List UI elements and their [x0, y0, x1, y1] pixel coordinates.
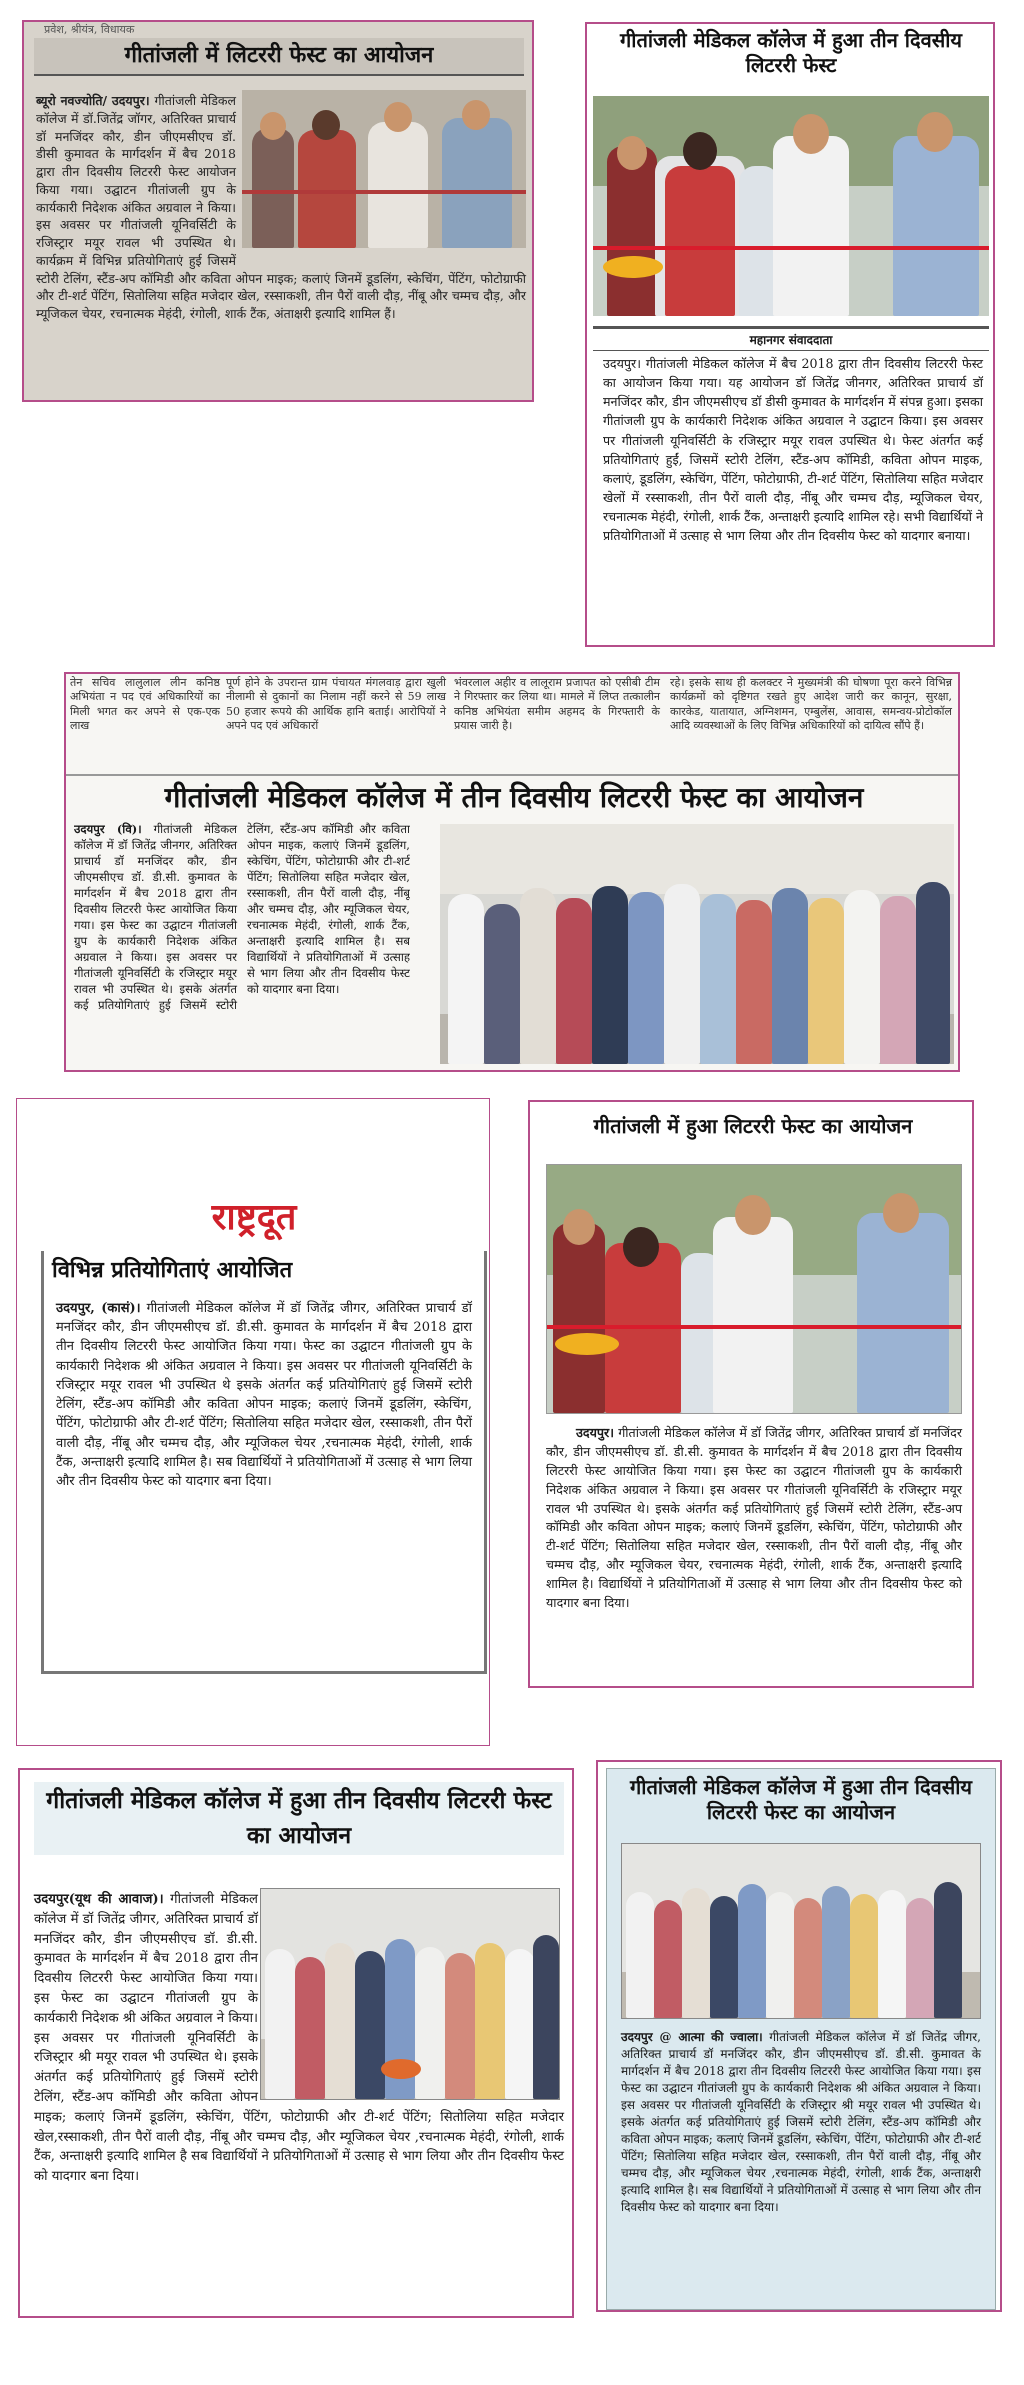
clipping-top-fragment: प्रवेश, श्रीयंत्र, विधायक: [44, 23, 135, 36]
person-figure: [857, 1213, 949, 1413]
fruit-plate: [555, 1333, 619, 1355]
person-head: [623, 1227, 659, 1267]
ribbon: [547, 1325, 962, 1329]
clipping-literary-fest: [528, 1100, 974, 1688]
clipping-mahanagar: [585, 22, 995, 647]
clipping-body-text: [621, 2029, 981, 2216]
ribbon: [593, 246, 989, 250]
person-head: [617, 136, 647, 170]
person-figure: [916, 882, 950, 1064]
person-figure: [713, 1217, 793, 1413]
person-figure: [556, 898, 592, 1064]
clipping-body-text: [74, 822, 410, 1072]
person-figure: [808, 898, 844, 1064]
person-head: [883, 1193, 919, 1233]
person-figure: [772, 888, 808, 1064]
clipping-vishwas: [64, 672, 960, 1072]
background-wall: [440, 824, 954, 894]
photo-float-spacer: [236, 92, 526, 252]
clipping-body: गीतांजली मेडिकल कॉलेज में डॉ जितेंद्र जीनगर, अतिरिक्त प्राचार्य डॉ मनजिंदर कौर, डीन जीएमसीएच डॉ. डी.सी. कुमावत के मार्गदर्शन में बैच 2018 द्वारा तीन दिवसीय लिटररी फेस्ट आयोजित किया गया। इस फेस्ट का उद्घाटन गीतांजली ग्रुप के कार्यकारी निदेशक अंकित अग्रवाल ने किया। इस अवसर पर गीतांजली यूनिवर्सिटी के रजिस्ट्रार मयूर रावल भी उपस्थित थे। इसके अंतर्गत कई प्रतियोगिताएं हुई जिसमें स्टोरी टेलिंग, स्टैंड-अप कॉमिडी और कविता ओपन माइक, कलाएं जिनमें डूडलिंग, स्केचिंग, पेंटिंग, फोटोग्राफी और टी-शर्ट पेंटिंग; सितोलिया सहित मजेदार खेल, रस्साकशी, तीन पैरों वाली दौड़, नींबू और चम्मच दौड़, और म्यूजिकल चेयर, रचनात्मक मेहंदी, रंगोली, शार्क टैंक, अन्ताक्षरी इत्यादि शामिल है। सब विद्यार्थियों ने प्रतियोगिताओं में उत्साह से भाग लिया और तीन दिवसीय फेस्ट को यादगार बना दिया।: [74, 822, 410, 1012]
clipping-body-text: [546, 1424, 962, 1613]
photo-float-spacer: [258, 1890, 564, 2102]
person-head: [917, 112, 953, 152]
person-figure: [773, 136, 849, 316]
person-figure: [654, 1900, 682, 2018]
clipping-body-text: [56, 1299, 472, 1491]
clipping-headline: गीतांजली मेडिकल कॉलेज में हुआ तीन दिवसीय लिटररी फेस्ट: [620, 28, 962, 77]
divider: [66, 774, 960, 776]
news-photo-group: [440, 824, 954, 1064]
clipping-byline: उदयपुर @ आत्मा की ज्वाला।: [621, 2030, 763, 2044]
article-frame: [41, 1251, 487, 1674]
unrelated-column-2: पूर्ण होने के उपरान्त ग्राम पंचायत मंगलवाड़ द्वारा खुली नीलामी से दुकानों का निलाम नहीं करने से 59 लाख 50 हजार रूपये की आर्थिक हानि बताई। आरोपियों ने अपने पद एवं अधिकारों: [226, 676, 446, 732]
clipping-byline: उदयपुर।: [576, 1425, 614, 1440]
unrelated-column-1: तेन सचिव लालुलाल लीन कनिष्ठ अभियंता न पद एवं अधिकारियों का मिली भगत कर अपने से एक-एक लाख: [70, 676, 220, 732]
clipping-youth-ki-awaaz: [18, 1768, 574, 2318]
clipping-byline-tag: महानगर संवाददाता: [593, 326, 989, 351]
fruit-plate: [603, 256, 663, 278]
clipping-byline: उदयपुर(यूथ की आवाज)।: [34, 1892, 164, 1907]
clipping-headline: विभिन्न प्रतियोगिताएं आयोजित: [52, 1258, 293, 1283]
unrelated-column-3: भंवरलाल अहीर व लालूराम प्रजापत को एसीबी टीम ने गिरफ्तार कर लिया था। मामले में लिप्त तत्कालीन कनिष्ठ अभियंता समीम अहमद के गिरफ्तारी के प्रयास जारी है।: [454, 676, 660, 732]
masthead: राष्ट्रदूत: [211, 1196, 297, 1238]
person-figure: [934, 1882, 962, 2018]
person-figure: [664, 884, 700, 1064]
clipping-body-text: ब्यूरो नवज्योति/ उदयपुर। गीतांजली मेडिकल कॉलेज में डॉ.जितेंद्र जॉगर, अतिरिक्त प्राचार्य डॉ मनजिंदर कौर, डीन जीएमसीएच डॉ. डीसी कुमावत के मार्गदर्शन में बैच 2018 द्वारा तीन दिवसीय लिटररी फेस्ट आयोजन किया गया। उद्घाटन गीतांजली ग्रुप के कार्यकारी निदेशक अंकित अग्रवाल ने किया। इस अवसर पर गीतांजली यूनिवर्सिटी के रजिस्ट्रार मयूर रावल भी उपस्थित थे। कार्यक्रम में विभिन्न प्रतियोगिताएं हुई जिसमें स्टोरी टेलिंग, स्टैंड-अप कॉमिडी और कविता ओपन माइक; कलाएं जिनमें डूडलिंग, स्केचिंग, पेंटिंग, फोटोग्राफी और टी-शर्ट पेंटिंग, सितोलिया सहित मजेदार खेल, रस्साकशी, तीन पैरों वाली दौड़, नींबू और चम्मच दौड़, और म्यूजिकल चेयर, रचनात्मक मेहंदी, रंगोली, शार्क टैंक, अंताक्षरी इत्यादि शामिल हैं।: [36, 93, 526, 321]
person-figure: [710, 1896, 738, 2018]
person-figure: [592, 886, 628, 1064]
clipping-body: गीतांजली मेडिकल कॉलेज में डॉ जितेंद्र जीगर, अतिरिक्त प्राचार्य डॉ मनजिंदर कौर, डीन जीएमसीएच डॉ. डी.सी. कुमावत के मार्गदर्शन में बैच 2018 द्वारा तीन दिवसीय लिटररी फेस्ट आयोजित किया गया। फेस्ट का उद्घाटन गीतांजली ग्रुप के कार्यकारी निदेशक श्री अंकित अग्रवाल ने किया। इस अवसर पर गीतांजली यूनिवर्सिटी के रजिस्ट्रार मयूर रावल भी उपस्थित थे इसके अंतर्गत कई प्रतियोगिताएं हुई जिसमें स्टोरी टेलिंग, स्टैंड-अप कॉमिडी और कविता ओपन माइक; कलाएं जिनमें डूडलिंग, स्केचिंग, पेंटिंग, फोटोग्राफी और टी-शर्ट पेंटिंग; सितोलिया सहित मजेदार खेल, रस्साकशी, तीन पैरों वाली दौड़, नींबू और चम्मच दौड़, और म्यूजिकल चेयर ,रचनात्मक मेहंदी, रंगोली, शार्क टैंक, अन्ताक्षरी इत्यादि शामिल है। सब विद्यार्थियों ने प्रतियोगिताओं में उत्साह से भाग लिया और तीन दिवसीय फेस्ट को यादगार बना दिया।: [56, 1301, 472, 1490]
clipping-headline: गीतांजली मेडिकल कॉलेज में हुआ तीन दिवसीय लिटररी फेस्ट का आयोजन: [630, 1775, 972, 1824]
news-photo-ribbon-cutting: [546, 1164, 962, 1414]
clipping-headline: गीतांजली में हुआ लिटररी फेस्ट का आयोजन: [593, 1114, 913, 1138]
person-figure: [906, 1898, 934, 2018]
clipping-inner-panel: [606, 1768, 996, 2310]
clipping-body: गीतांजली मेडिकल कॉलेज में डॉ जितेंद्र जीगर, अतिरिक्त प्राचार्य डॉ मनजिंदर कौर, डीन जीएमसीएच डॉ. डी.सी. कुमावत के मार्गदर्शन में बैच 2018 द्वारा तीन दिवसीय लिटररी फेस्ट आयोजित किया गया। इस फेस्ट का उद्घाटन गीतांजली ग्रुप के कार्यकारी निदेशक अंकित अग्रवाल ने किया। इस अवसर पर गीतांजली यूनिवर्सिटी के रजिस्ट्रार मयूर रावल भी उपस्थित थे। इसके अंतर्गत कई प्रतियोगिताएं हुई जिसमें स्टोरी टेलिंग, स्टैंड-अप कॉमिडी और कविता ओपन माइक; कलाएं जिनमें डूडलिंग, स्केचिंग, पेंटिंग, फोटोग्राफी और टी-शर्ट पेंटिंग; सितोलिया सहित मजेदार खेल, रस्साकशी, तीन पैरों वाली दौड़, नींबू और चम्मच दौड़, और म्यूजिकल चेयर, रचनात्मक मेहंदी, रंगोली, शार्क टैंक, अन्ताक्षरी इत्यादि शामिल है। विद्यार्थियों ने प्रतियोगिताओं में उत्साह से भाग लिया और तीन दिवसीय फेस्ट को यादगार बना दिया।: [546, 1425, 962, 1611]
clipping-headline: गीतांजली मेडिकल कॉलेज में हुआ तीन दिवसीय लिटररी फेस्ट का आयोजन: [34, 1782, 564, 1855]
person-figure: [607, 146, 657, 316]
person-figure: [878, 1890, 906, 2018]
news-photo-group: [621, 1843, 981, 2019]
person-figure: [738, 1884, 766, 2018]
clipping-atma-ki-jwala: [596, 1760, 1002, 2312]
person-figure: [880, 896, 916, 1064]
person-figure: [794, 1898, 822, 2018]
person-head: [735, 1195, 771, 1235]
person-figure: [844, 890, 880, 1064]
clipping-headline: गीतांजली में लिटररी फेस्ट का आयोजन: [34, 38, 524, 76]
person-figure: [626, 1892, 654, 2018]
person-figure: [736, 900, 772, 1064]
news-photo-ribbon-cutting: [593, 96, 989, 316]
clipping-body: गीतांजली मेडिकल कॉलेज में डॉ जितेंद्र जीगर, अतिरिक्त प्राचार्य डॉ मनजिंदर कौर, डीन जीएमसीएच डॉ. डी.सी. कुमावत के मार्गदर्शन में बैच 2018 द्वारा तीन दिवसीय लिटररी फेस्ट आयोजित किया गया। इस फेस्ट का उद्घाटन गीतांजली ग्रुप के कार्यकारी निदेशक श्री अंकित अग्रवाल ने किया। इस अवसर पर गीतांजली यूनिवर्सिटी के रजिस्ट्रार श्री मयूर रावल भी उपस्थित थे। इसके अंतर्गत कई प्रतियोगिताएं हुई जिसमें स्टोरी टेलिंग, स्टैंड-अप कॉमिडी और कविता ओपन माइक; कलाएं जिनमें डूडलिंग, स्केचिंग, पेंटिंग, फोटोग्राफी और टी-शर्ट पेंटिंग; सितोलिया सहित मजेदार खेल, रस्साकशी, तीन पैरों वाली दौड़, नींबू और चम्मच दौड़, और म्यूजिकल चेयर ,रचनात्मक मेहंदी, रंगोली, शार्क टैंक, अन्ताक्षरी इत्यादि शामिल है। सब विद्यार्थियों ने प्रतियोगिताओं में उत्साह से भाग लिया और तीन दिवसीय फेस्ट को यादगार बना दिया।: [621, 2030, 981, 2215]
person-figure: [700, 894, 736, 1064]
clipping-navjyoti: [22, 20, 534, 402]
person-figure: [850, 1894, 878, 2018]
person-figure: [484, 904, 520, 1064]
person-figure: [822, 1886, 850, 2018]
person-figure: [893, 136, 979, 316]
person-head: [563, 1209, 595, 1245]
person-figure: [665, 166, 735, 316]
person-head: [793, 114, 829, 154]
clipping-byline: उदयपुर, (कासं)।: [56, 1301, 141, 1316]
clipping-headline: गीतांजली मेडिकल कॉलेज में तीन दिवसीय लिटररी फेस्ट का आयोजन: [164, 781, 864, 814]
person-figure: [520, 888, 556, 1064]
person-figure: [628, 892, 664, 1064]
person-figure: [682, 1888, 710, 2018]
person-figure: [553, 1223, 605, 1413]
clipping-body-text: उदयपुर। गीतांजली मेडिकल कॉलेज में बैच 2018 द्वारा तीन दिवसीय लिटररी फेस्ट का आयोजन किया गया। यह आयोजन डॉ जितेंद्र जीनगर, अतिरिक्त प्राचार्य डॉ मनजिंदर कौर, डीन जीएमसीएच डॉ डीसी कुमावत के मार्गदर्शन में संपन्न हुआ। इसका गीतांजली ग्रुप के कार्यकारी निदेशक अंकित अग्रवाल ने उद्घाटन किया। इस अवसर पर गीतांजली यूनिवर्सिटी के रजिस्ट्रार मयूर रावल उपस्थित थे। फेस्ट अंतर्गत कई प्रतियोगिताएं हुईं, जिसमें स्टोरी टेलिंग, स्टैंड-अप कॉमिडी, कविता ओपन माइक, कलाएं, डूडलिंग, स्केचिंग, पेंटिंग, फोटोग्राफी, टी-शर्ट पेंटिंग, सितोलिया सहित मजेदार खेलों में रस्साकशी, तीन पैरों वाली दौड़, नींबू और चम्मच दौड़, म्यूजिकल चेयर, रचनात्मक मेहंदी, रंगोली, शार्क टैंक, अन्ताक्षरी इत्यादि शामिल रहे। सभी विद्यार्थियों ने प्रतियोगिताओं में उत्साह से भाग लिया और तीन दिवसीय फेस्ट को यादगार बनाया।: [603, 356, 983, 544]
person-figure: [448, 894, 484, 1064]
clipping-body-text: [34, 1890, 564, 2187]
unrelated-column-4: रहे। इसके साथ ही कलक्टर ने मुख्यमंत्री की घोषणा पूरा करने विभिन्न कार्यक्रमों को दृष्टिगत रखते हुए आदेश जारी कर कानून, सुरक्षा, कारकेड, यातायात, अग्निशमन, एम्बुलेंस, आवास, समन्वय-प्रोटोकॉल आदि व्यवस्थाओं के लिए विभिन्न अधिकारियों को दायित्व सौंपे हैं।: [670, 676, 952, 732]
clipping-byline-inline: ब्यूरो नवज्योति/ उदयपुर।: [36, 93, 155, 108]
person-figure: [766, 1892, 794, 2018]
clipping-rashtradoot: [16, 1098, 490, 1746]
clipping-body: गीतांजली मेडिकल कॉलेज में डॉ जितेंद्र जीगर, अतिरिक्त प्राचार्य डॉ मनजिंदर कौर, डीन जीएमसीएच डॉ. डी.सी. कुमावत के मार्गदर्शन में बैच 2018 द्वारा तीन दिवसीय लिटररी फेस्ट आयोजित किया गया। इस फेस्ट का उद्घाटन गीतांजली ग्रुप के कार्यकारी निदेशक श्री अंकित अग्रवाल ने किया। इस अवसर पर गीतांजली यूनिवर्सिटी के रजिस्ट्रार श्री मयूर रावल भी उपस्थित थे। इसके अंतर्गत कई प्रतियोगिताएं हुई जिसमें स्टोरी टेलिंग, स्टैंड-अप कॉमिडी और कविता ओपन माइक; कलाएं जिनमें डूडलिंग, स्केचिंग, पेंटिंग, फोटोग्राफी और टी-शर्ट पेंटिंग; सितोलिया सहित मजेदार खेल,रस्साकशी, तीन पैरों वाली दौड़, नींबू और चम्मच दौड़, और म्यूजिकल चेयर ,रचनात्मक मेहंदी, रंगोली, शार्क टैंक, अन्ताक्षरी इत्यादि शामिल है सब विद्यार्थियों ने प्रतियोगिताओं में उत्साह से भाग लिया और तीन दिवसीय फेस्ट को यादगार बना दिया।: [34, 1892, 564, 2185]
clipping-byline: उदयपुर (वि)।: [74, 822, 142, 836]
person-head: [683, 132, 717, 170]
